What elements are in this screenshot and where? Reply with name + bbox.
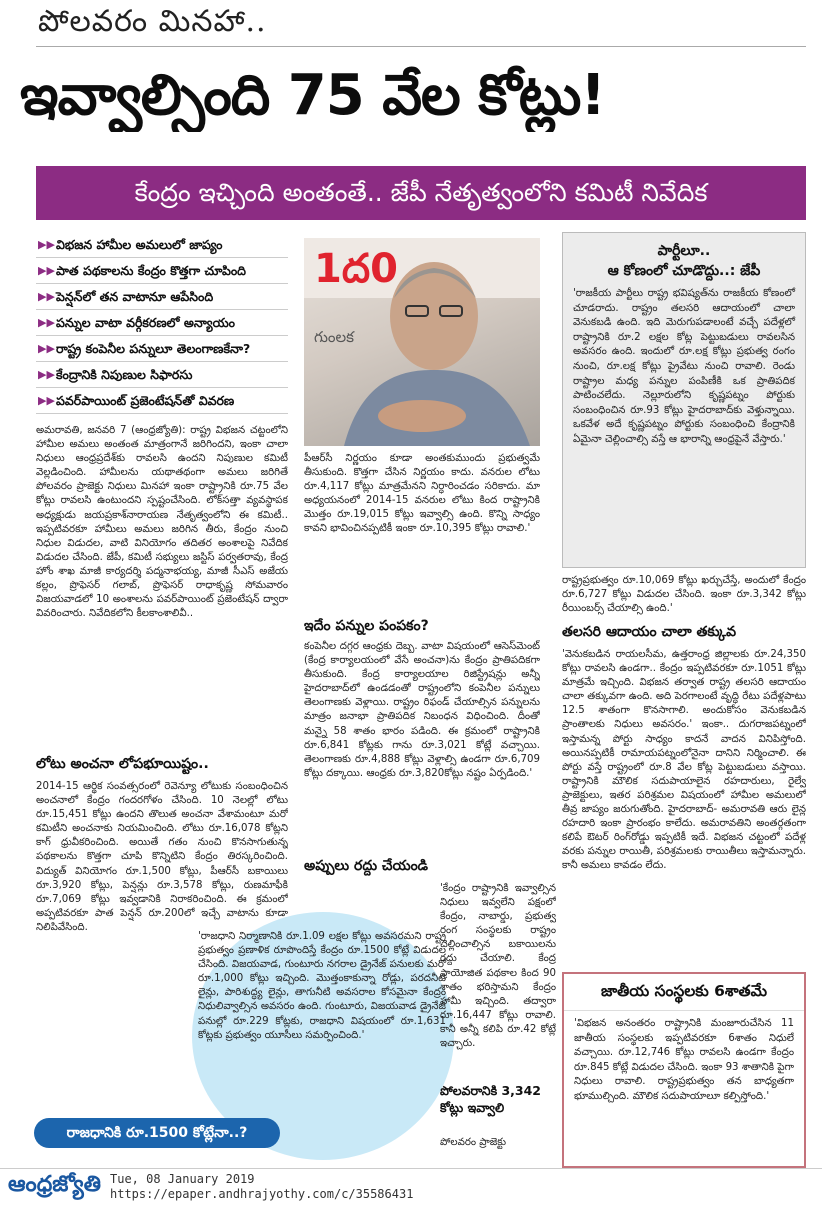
bullet-item: ▶▶ విభజన హామీల అమలులో జాప్యం (36, 232, 288, 258)
sidebar-body: 'రాజకీయ పార్టీలు రాష్ట్ర భవిష్యత్‌ను రాజకీయ కోణంలో చూడరాదు. రాష్ట్రం తలసరి ఆదాయంలో చాలా వెనుకబడి ఉంది. ఇది మెరుగుపడాలంటే వచ్చే పదేళ్లలో రాష్ట్రానికి రూ.2 లక్షల కోట్ల పెట్టుబడులు రావలసిన అవసరం ఉంది. ఇందులో రూ.లక్ష కోట్లు ప్రభుత్వ రంగం నుంచి, రూ.లక్ష కోట్లు ప్రైవేటు నుంచి రావాలి. రెండు రాష్ట్రాల మధ్య పన్నుల పంపిణీకి ఒక ప్రాతిపదిక పాటించలేదు. నెల్లూరులోని కృష్ణపట్నం పోర్టుకు సంబంధించిన రూ.93 కోట్లు హైదరాబాద్‌కు వెళ్తున్నాయి. ఒకవేళ అదే కృష్ణపట్నం పోర్టుకు సంబంధించి కేంద్రానికి ఏమైనా చెల్లించాల్సి వస్తే ఆ భారాన్ని ఆంధ్రపైనే వేస్తారు.' (573, 288, 795, 445)
article-intro: అమరావతి, జనవరి 7 (ఆంధ్రజ్యోతి): రాష్ట్ర విభజన చట్టంలోని హామీల అమలు అంతంత మాత్రంగానే జరిగిందని, ఇంకా చాలా నిధులు ఆంధ్రప్రదేశ్‌కు రావలసి ఉందని నిపుణుల కమిటీ వెల్లడించింది. హామీలను యథాతథంగా అమలు జరిగితే పోలవరం ప్రాజెక్టు నిధులు మినహా ఇంకా రాష్ట్రానికి రూ.75 వేల కోట్లు రావలసి ఉంటుందని స్పష్టంచేసింది. లోక్‌సత్తా వ్యవస్థాపక అధ్యక్షుడు జయప్రకాశ్‌నారాయణ నేతృత్వంలోని ఈ కమిటీ.. ఇప్పటివరకూ హామీలు అమలు జరిగిన తీరు, కేంద్రం నుంచి నిధుల విడుదల, వాటి వినియోగం తదితర అంశాలపై నివేదిక విడుదల చేసింది. జేపీ, కమిటీ సభ్యులు జస్టిస్ పర్వతరావు, కేంద్ర హోం శాఖ మాజీ కార్యదర్శి పద్మనాభయ్య, మాజీ సీఎస్ అజేయ కల్లం, ప్రొఫెసర్ గలాబ్, ప్రొఫెసర్ రాధాకృష్ణ సోమవారం విజయవాడలో 10 అంశాలను పవర్‌పాయింట్ ప్రజెంటేషన్ ద్వారా వివరించారు. నివేదికలోని కీలకాంశాలివీ.. (36, 425, 288, 620)
boxed-body: 'విభజన అనంతరం రాష్ట్రానికి మంజూరుచేసిన 11 జాతీయ సంస్థలకు ఇప్పటివరకూ 6శాతం నిధులే వచ్చాయి. రూ.12,746 కోట్లు రావలసి ఉండగా కేంద్రం రూ.845 కోట్లే విడుదల చేసింది. ఇంకా 93 శాతానికి పైగా నిధులు రావాలి. రాష్ట్రప్రభుత్వం తన బాధ్యతగా భూముల్చింది. మౌలిక సదుపాయాలూ కల్పిస్తోంది.' (574, 1018, 794, 1102)
footer-url[interactable]: https://epaper.andhrajyothy.com/c/35586431 (110, 1187, 414, 1201)
bullet-item: ▶▶ కేంద్రానికి నిపుణుల సిఫారసు (36, 362, 288, 388)
article-col3-top: రాష్ట్రప్రభుత్వం రూ.10,069 కోట్లు ఖర్చుచేస్తే, అందులో కేంద్రం రూ.6,727 కోట్లు విడుదల చేసింది. ఇంకా రూ.3,342 కోట్లు రీయింబర్స్ చేయాల్సి ఉంది.' (562, 575, 806, 615)
photo-sign-red: 1ద0 (314, 246, 398, 292)
bullet-list (36, 232, 288, 414)
footer-date: Tue, 08 January 2019 (110, 1172, 255, 1186)
hand (378, 400, 466, 432)
article-tax: కంపెనీల దగ్గర ఆంధ్రకు దెబ్బ. వాటా విషయంలో ఆసెస్‌మెంట్ (కేంద్ర కార్యాలయంలో వేసే అంచనా)ను కేంద్రం ప్రాతిపదికగా తీసుకుంది. కేంద్ర కార్యాలయాల రిజిస్ట్రేషన్లు అన్నీ హైదరాబాద్‌లో ఉండడంతో రాష్ట్రంలోని కంపెనీల పన్నులు తెలంగాణకు వెళ్లాయి. రాష్ట్రం రిఫండ్ చేయాల్సిన పన్నులను మాత్రం జనాభా ప్రాతిపదిక నిబంధన విధించింది. దీంతో మన్నై 58 శాతం భారం పడింది. ఈ క్రమంలో రాష్ట్రానికి రూ.6,841 కోట్లకు గాను రూ.3,021 కోట్లే వచ్చాయి. తెలంగాణకు రూ.4,888 కోట్లు వెళ్లాల్సి ఉండగా రూ.6,709 కోట్లు దక్కాయి. ఆంధ్రకు రూ.3,820కోట్లు నష్టం ఏర్పడింది.' (304, 641, 540, 779)
subhead-tax: ఇదేం పన్నుల పంపకం? (304, 618, 429, 634)
arrow-icon: ▶▶ (38, 368, 55, 381)
photo-sign-text: గుంలక (314, 328, 355, 346)
arrow-icon: ▶▶ (38, 342, 55, 355)
bullet-item: ▶▶ పన్నుల వాటా వర్గీకరణలో అన్యాయం (36, 310, 288, 336)
subheading-banner: కేంద్రం ఇచ్చింది అంతంతే.. జేపీ నేతృత్వంలోని కమిటీ నివేదిక (36, 166, 806, 220)
kicker: పోలవరం మినహా.. (38, 4, 267, 39)
subhead-deficit: లోటు అంచనా లోపభూయిష్టం.. (36, 756, 209, 772)
publisher-logo: ఆంధ్రజ్యోతి (8, 1172, 101, 1197)
footer-rule (0, 1168, 822, 1169)
capital-pill: రాజధానికి రూ.1500 కోట్లేనా..? (34, 1118, 280, 1148)
bullet-item: ▶▶ పెన్షన్‌లో తన వాటానూ ఆపేసింది (36, 284, 288, 310)
polavaram-tail: పోలవరం ప్రాజెక్టు (440, 1137, 507, 1148)
article-loans: 'కేంద్రం రాష్ట్రానికి ఇవ్వాల్సిన నిధులు ఇవ్వలేని పక్షంలో కేంద్రం, నాబార్డు, ప్రభుత్వ రంగ సంస్థలకు రాష్ట్రం చెల్లించాల్సిన బకాయిలను రద్దు చేయాలి. కేంద్ర ప్రాయోజిత పథకాల కింద 90 శాతం భరిస్తామని కేంద్రం హామీ ఇచ్చింది. తద్వారా రూ.16,447 కోట్లు రావాలి. కానీ అన్నీ కలిపి రూ.42 కోట్లే ఇచ్చారు. (440, 883, 556, 1050)
face (390, 262, 478, 370)
footer-meta (110, 1172, 413, 1202)
polavaram-box: పోలవరానికి 3,342 కోట్లు ఇవ్వాలి (440, 1083, 541, 1115)
kicker-rule (36, 46, 806, 47)
subhead-income: తలసరి ఆదాయం చాలా తక్కువ (562, 624, 737, 640)
bullet-item: ▶▶ పవర్‌పాయింట్ ప్రజెంటేషన్‌తో వివరణ (36, 388, 288, 414)
sidebar-title: పార్టీలూ.. ఆ కోణంలో చూడొద్దు..: జేపీ (607, 243, 761, 279)
bullet-item: ▶▶ రాష్ట్ర కంపెనీల పన్నులూ తెలంగాణకేనా? (36, 336, 288, 362)
subhead-loans: అప్పులు రద్దు చేయండి (304, 858, 429, 874)
arrow-icon: ▶▶ (38, 238, 55, 251)
capital-circle-text: 'రాజధాని నిర్మాణానికి రూ.1.09 లక్షల కోట్లు అవసరమని రాష్ట్ర ప్రభుత్వం ప్రణాళిక రూపొందిస్తే కేంద్రం రూ.1500 కోట్లే విడుదల చేసింది. విజయవాడ, గుంటూరు నగరాల డ్రైనేజ్ పనులకు మరో రూ.1,000 కోట్లు ఇచ్చింది. మొత్తంకాకున్నా రోడ్లు, పరదనీటి లైన్లు, పారిశుద్ధ్య లైన్లు, తాగునీటి అవసరాల కోసమైనా కేంద్రం నిధులివ్వాల్సిన అవసరం ఉంది. గుంటూరు, విజయవాడ డ్రైనేజ్ పనుల్లో రూ.229 కోట్లకు, రాజధాని విషయంలో రూ.1,631 కోట్లకు ప్రభుత్వం యూసీలు సమర్పించింది.' (198, 931, 446, 1041)
article-income: 'వెనుకబడిన రాయలసీమ, ఉత్తరాంధ్ర జిల్లాలకు రూ.24,350 కోట్లు రావలసి ఉండగా.. కేంద్రం ఇప్పటివరకూ రూ.1051 కోట్లు మాత్రమే ఇచ్చింది. విభజన తర్వాత రాష్ట్ర తలసరి ఆదాయం చాలా తక్కువగా ఉంది. అది పెరగాలంటే వృద్ధి రేటు పదేళ్లపాటు 12.5 శాతంగా కొనసాగాలి. అందుకోసం వెనుకబడిన ప్రాంతాలకు నిధులు అవసరం.' ఇంకా.. దుగరాజపట్నంలో ఇస్తామన్న పోర్టు సాధ్యం కాదనే వాదన వినిపిస్తోంది. అయినప్పటికీ రామాయపట్నంలోనైనా దానిని నిర్మించాలి. ఈ పోర్టు వస్తే రాష్ట్రంలో రూ.8 వేల కోట్ల పెట్టుబడులు వస్తాయి. రాష్ట్రానికి మౌలిక సదుపాయాలైన రహదారులు, రైల్వే ప్రాజెక్టులు, ఇతర పరిశ్రమల విషయంలో హామీల అమలులో తీవ్ర జాప్యం జరుగుతోంది. హైదరాబాద్- అమరావతి ఆరు లైన్ల రహదారి ఇంకా ప్రారంభం కాలేదు. అమరావతిని అంతర్గతంగా కలిపే ఔటర్ రింగ్‌రోడ్డు ఇప్పటికీ ఇదే. విభజన చట్టంలో పదేళ్ల వరకు పన్నుల రాయితీ, పరిశ్రమలకు రాయితీలు ఇస్తామన్నారు. కానీ అమలు కావడం లేదు. (562, 649, 806, 872)
arrow-icon: ▶▶ (38, 394, 55, 407)
arrow-icon: ▶▶ (38, 264, 55, 277)
arrow-icon: ▶▶ (38, 316, 55, 329)
headline: ఇవ్వాల్సింది 75 వేల కోట్లు! (20, 63, 605, 128)
person-illustration (304, 238, 540, 446)
article-deficit: 2014-15 ఆర్థిక సంవత్సరంలో రెవెన్యూ లోటుకు సంబంధించిన అంచనాలో కేంద్రం గందరగోళం చేసింది. 10 నెలల్లో లోటు రూ.15,451 కోట్లు ఉందని తొలుత అంచనా వేశామంటూ మరో కమిటీని అంచనాకు నియమించింది. లోటు రూ.16,078 కోట్లని కాగ్ ధ్రువీకరించింది. అయితే గతం నుంచి కొనసాగుతున్న పథకాలను కొత్తగా చూపి కొన్నిటిని కేంద్రం తిరస్కరించింది. విద్యుత్ వినియోగం రూ.1,500 కోట్లు, పీఆర్‌సీ బకాయిలు రూ.3,920 కోట్లు, పెన్షన్లు రూ.3,578 కోట్లు, రుణమాఫీకి రూ.7,069 కోట్లు ఇవ్వడానికి నిరాకరించింది. ఈ క్రమంలో అప్పటివరకూ పాత పెన్షన్ రూ.200లో ఇచ్చే వాటాను కూడా నిలిపివేసింది. (36, 781, 288, 933)
sidebar-jp (562, 232, 806, 568)
boxed-title: జాతీయ సంస్థలకు 6శాతమే (564, 974, 804, 1011)
article-col2-top: పీఆర్‌సీ నిర్ణయం కూడా అంతకుముందు ప్రభుత్వమే తీసుకుంది. కొత్తగా చేసిన నిర్ణయం కాదు. వనరుల లోటు రూ.4,117 కోట్లు మాత్రమేనని నిర్ధారించడం సరికాదు. మా అధ్యయనంలో 2014-15 వనరుల లోటు కింద రాష్ట్రానికి మొత్తం రూ.19,015 కోట్లు ఇవ్వాల్సి ఉంది. కొన్ని సాధ్యం కావని భావించినప్పటికీ ఇంకా రూ.10,395 కోట్లు రావాలి.' (304, 453, 540, 535)
bullet-item: ▶▶ పాత పథకాలను కేంద్రం కొత్తగా చూపింది (36, 258, 288, 284)
jp-photo (304, 238, 540, 446)
arrow-icon: ▶▶ (38, 290, 55, 303)
national-institutions-box (562, 972, 806, 1168)
